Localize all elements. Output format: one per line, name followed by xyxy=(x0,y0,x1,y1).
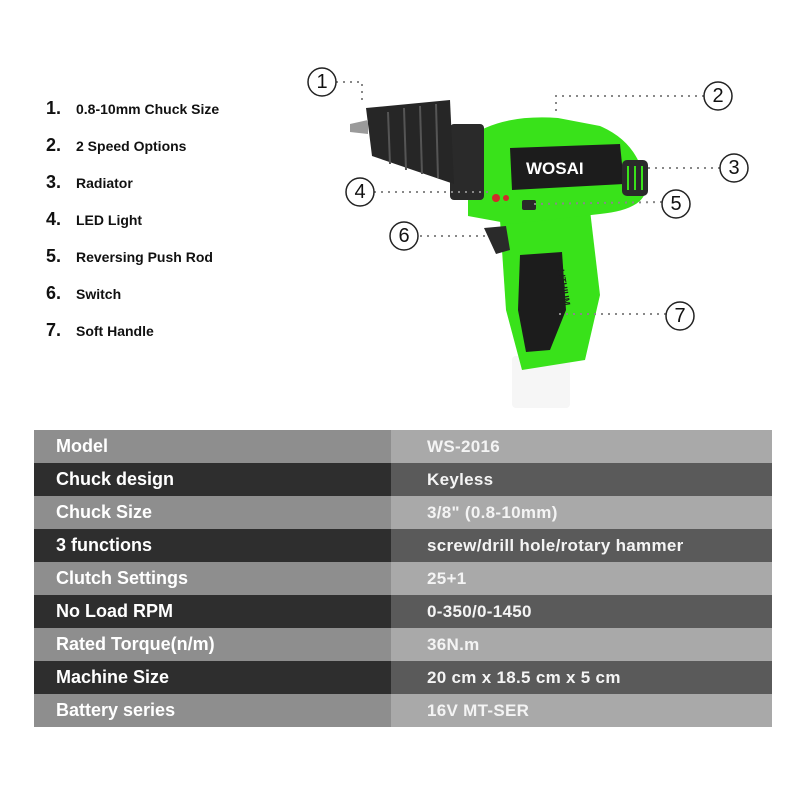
feature-item xyxy=(46,201,286,238)
callout-2 xyxy=(704,82,732,110)
speed-ring xyxy=(450,124,484,200)
spec-value: 36N.m xyxy=(391,628,772,661)
table-row xyxy=(34,496,772,529)
drill-bit xyxy=(350,120,368,134)
spec-key: No Load RPM xyxy=(34,595,391,628)
spec-value: WS-2016 xyxy=(391,430,772,463)
feature-item xyxy=(46,90,286,127)
svg-text:4: 4 xyxy=(354,181,366,203)
table-row xyxy=(34,463,772,496)
spec-value: 25+1 xyxy=(391,562,772,595)
feature-item xyxy=(46,275,286,312)
spec-key: Model xyxy=(34,430,391,463)
drill-illustration xyxy=(300,60,760,420)
feature-item xyxy=(46,238,286,275)
feature-number: 4. xyxy=(46,209,62,229)
reversing-rod-icon xyxy=(522,200,536,210)
feature-item xyxy=(46,127,286,164)
feature-label: Soft Handle xyxy=(76,322,154,339)
feature-number: 5. xyxy=(46,246,62,266)
spec-value: 16V MT-SER xyxy=(391,694,772,727)
table-row xyxy=(34,628,772,661)
table-row xyxy=(34,562,772,595)
svg-text:3: 3 xyxy=(728,157,740,179)
feature-number: 7. xyxy=(46,320,62,340)
callout-3 xyxy=(720,154,748,182)
spec-value: 20 cm x 18.5 cm x 5 cm xyxy=(391,661,772,694)
feature-number: 1. xyxy=(46,98,62,118)
spec-key: Machine Size xyxy=(34,661,391,694)
table-row xyxy=(34,529,772,562)
spec-key: 3 functions xyxy=(34,529,391,562)
callout-5 xyxy=(662,190,690,218)
callout-1 xyxy=(308,68,336,96)
feature-list xyxy=(46,90,286,349)
spec-value: 3/8" (0.8-10mm) xyxy=(391,496,772,529)
feature-number: 2. xyxy=(46,135,62,155)
led-light-icon xyxy=(492,194,500,202)
spec-value: screw/drill hole/rotary hammer xyxy=(391,529,772,562)
svg-text:1: 1 xyxy=(316,71,328,93)
svg-text:2: 2 xyxy=(712,85,724,107)
feature-label: 2 Speed Options xyxy=(76,137,187,154)
spec-table xyxy=(34,430,772,727)
callout-6 xyxy=(390,222,418,250)
spec-key: Chuck design xyxy=(34,463,391,496)
feature-number: 6. xyxy=(46,283,62,303)
table-row xyxy=(34,694,772,727)
feature-label: 0.8-10mm Chuck Size xyxy=(76,100,220,117)
callout-4 xyxy=(346,178,374,206)
callout-7 xyxy=(666,302,694,330)
svg-text:7: 7 xyxy=(674,305,686,327)
table-row xyxy=(34,661,772,694)
feature-item xyxy=(46,164,286,201)
feature-label: LED Light xyxy=(76,211,143,228)
svg-text:6: 6 xyxy=(398,225,410,247)
table-row xyxy=(34,595,772,628)
spec-key: Battery series xyxy=(34,694,391,727)
feature-label: Switch xyxy=(76,285,122,302)
side-label: LITHIUM xyxy=(556,268,573,307)
feature-label: Radiator xyxy=(76,174,133,191)
feature-label: Reversing Push Rod xyxy=(76,248,213,265)
chuck-icon xyxy=(366,100,454,184)
spec-value: 0-350/0-1450 xyxy=(391,595,772,628)
feature-number: 3. xyxy=(46,172,62,192)
feature-item xyxy=(46,312,286,349)
svg-text:5: 5 xyxy=(670,193,682,215)
spec-key: Clutch Settings xyxy=(34,562,391,595)
table-row xyxy=(34,430,772,463)
spec-key: Chuck Size xyxy=(34,496,391,529)
brand-logo: WOSAI xyxy=(526,159,584,178)
switch-icon xyxy=(484,226,510,254)
spec-key: Rated Torque(n/m) xyxy=(34,628,391,661)
spec-value: Keyless xyxy=(391,463,772,496)
